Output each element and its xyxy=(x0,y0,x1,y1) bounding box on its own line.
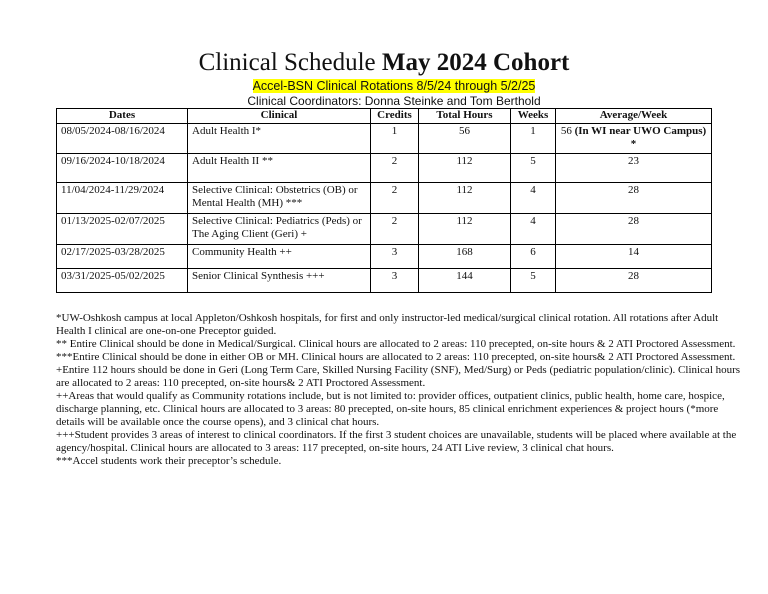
cell-average-week: 23 xyxy=(556,154,712,183)
cell-clinical: Selective Clinical: Pediatrics (Peds) or The Aging Client (Geri) + xyxy=(188,214,371,245)
cell-total-hours: 168 xyxy=(419,245,511,269)
cell-weeks: 1 xyxy=(511,124,556,154)
footnote-senior-synthesis: +++Student provides 3 areas of interest to clinical coordinators. If the first 3 student choices are unavailable, students will be placed where available at the agency/hospital. Clinical hours are allocated to 3 areas: 117 precepted, on-site hours, 24 ATI Live review, 3 clinical chat hours. xyxy=(56,429,737,454)
cell-total-hours: 112 xyxy=(419,154,511,183)
cell-weeks: 6 xyxy=(511,245,556,269)
highlighted-subtitle: Accel-BSN Clinical Rotations 8/5/24 through 5/2/25 xyxy=(252,79,536,93)
clinical-coordinators: Clinical Coordinators: Donna Steinke and Tom Berthold xyxy=(247,94,541,108)
cell-weeks: 4 xyxy=(511,183,556,214)
average-value: 56 xyxy=(560,125,572,137)
cell-weeks: 5 xyxy=(511,269,556,293)
table-row xyxy=(57,214,712,245)
footnote-peds-geri: +Entire 112 hours should be done in Geri (Long Term Care, Skilled Nursing Facility (SNF), Med/Surg) or Peds (pediatric population/clinic). Clinical hours are allocated to 2 areas: 110 precepted, on-site hours& 2 ATI Proctored Assessment. xyxy=(56,364,741,389)
cell-credits: 3 xyxy=(371,245,419,269)
title-cohort: May 2024 Cohort xyxy=(381,49,570,76)
cell-credits: 1 xyxy=(371,124,419,154)
cell-clinical: Community Health ++ xyxy=(188,245,371,269)
cell-weeks: 5 xyxy=(511,154,556,183)
footnote-ob-mh: ***Entire Clinical should be done in either OB or MH. Clinical hours are allocated to 2 areas: 110 precepted, on-site hours& 2 ATI Proctored Assessment. xyxy=(56,351,736,363)
cell-clinical: Selective Clinical: Obstetrics (OB) or Mental Health (MH) *** xyxy=(188,183,371,214)
rotations-subtitle xyxy=(0,79,768,94)
table-row xyxy=(57,154,712,183)
header-dates: Dates xyxy=(57,109,188,124)
cell-clinical: Adult Health I* xyxy=(188,124,371,154)
cell-total-hours: 112 xyxy=(419,214,511,245)
footnotes xyxy=(56,312,742,468)
cell-average-week: 28 xyxy=(556,183,712,214)
cell-dates: 11/04/2024-11/29/2024 xyxy=(57,183,188,214)
cell-dates: 02/17/2025-03/28/2025 xyxy=(57,245,188,269)
average-note: (In WI near UWO Campus) * xyxy=(571,125,707,150)
footnote-adult-health-2: ** Entire Clinical should be done in Medical/Surgical. Clinical hours are allocated to 2 areas: 110 precepted, on-site hours & 2 ATI Proctored Assessment. xyxy=(56,338,736,350)
cell-average-week: 14 xyxy=(556,245,712,269)
cell-clinical: Adult Health II ** xyxy=(188,154,371,183)
table-row xyxy=(57,269,712,293)
cell-total-hours: 112 xyxy=(419,183,511,214)
cell-dates: 08/05/2024-08/16/2024 xyxy=(57,124,188,154)
cell-average-week: 28 xyxy=(556,269,712,293)
document-title xyxy=(0,48,768,78)
cell-average-week: 28 xyxy=(556,214,712,245)
cell-weeks: 4 xyxy=(511,214,556,245)
schedule-table xyxy=(56,108,712,293)
cell-dates: 01/13/2025-02/07/2025 xyxy=(57,214,188,245)
footnote-adult-health-1: *UW-Oshkosh campus at local Appleton/Oshkosh hospitals, for first and only instructor-led medical/surgical clinical rotation. All rotations after Adult Health I clinical are one-on-one Preceptor guided. xyxy=(56,312,719,337)
cell-credits: 2 xyxy=(371,183,419,214)
cell-dates: 03/31/2025-05/02/2025 xyxy=(57,269,188,293)
table-header-row xyxy=(57,109,712,124)
cell-total-hours: 144 xyxy=(419,269,511,293)
table-row xyxy=(57,245,712,269)
cell-dates: 09/16/2024-10/18/2024 xyxy=(57,154,188,183)
header-average-week: Average/Week xyxy=(556,109,712,124)
cell-average-week xyxy=(556,124,712,154)
footnote-community: ++Areas that would qualify as Community rotations include, but is not limited to: provider offices, outpatient clinics, public health, home care, hospice, discharge planning, etc. Clinical hours are allocated to 3 areas: 80 precepted, on-site hours, 85 clinical enrichment experiences & project hours (*more details will be available once the course opens), and 3 clinical chat hours. xyxy=(56,390,725,428)
header-total-hours: Total Hours xyxy=(419,109,511,124)
footnote-preceptor-schedule: ***Accel students work their preceptor’s schedule. xyxy=(56,455,282,467)
cell-total-hours: 56 xyxy=(419,124,511,154)
header-clinical: Clinical xyxy=(188,109,371,124)
title-regular: Clinical Schedule xyxy=(198,49,382,76)
header-credits: Credits xyxy=(371,109,419,124)
cell-clinical: Senior Clinical Synthesis +++ xyxy=(188,269,371,293)
cell-credits: 3 xyxy=(371,269,419,293)
cell-credits: 2 xyxy=(371,154,419,183)
table-row xyxy=(57,124,712,154)
table-row xyxy=(57,183,712,214)
header-weeks: Weeks xyxy=(511,109,556,124)
cell-credits: 2 xyxy=(371,214,419,245)
